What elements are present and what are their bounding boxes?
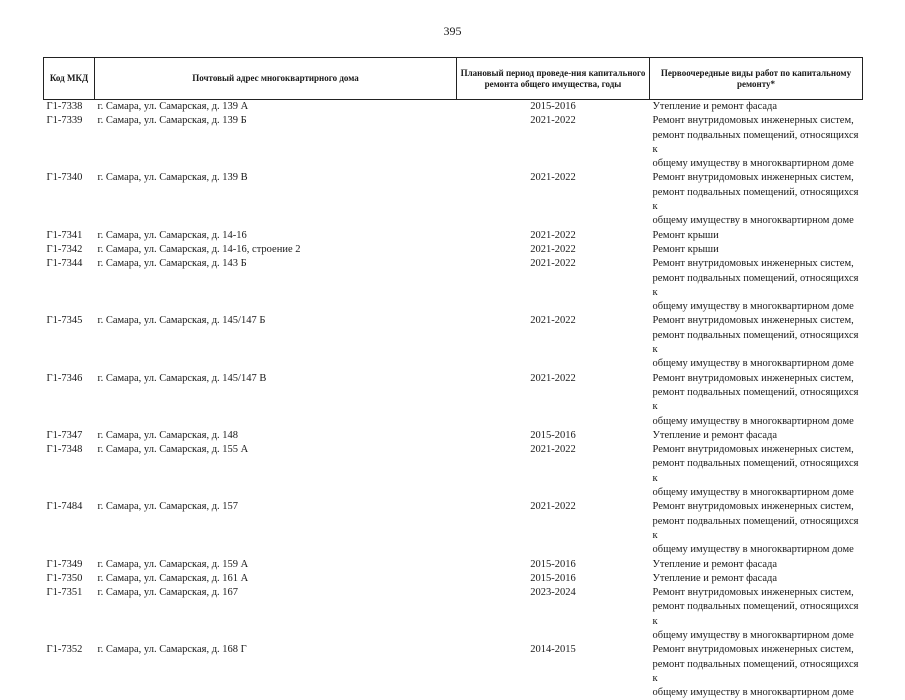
row-period: 2021-2022 xyxy=(457,243,650,257)
row-period: 2021-2022 xyxy=(457,229,650,243)
row-works xyxy=(650,443,863,500)
row-works xyxy=(650,500,863,557)
row-code: Г1-7346 xyxy=(44,372,95,429)
works-line: Утепление и ремонт фасада xyxy=(653,558,860,572)
table-row xyxy=(44,586,863,643)
table-row xyxy=(44,257,863,314)
works-line: Утепление и ремонт фасада xyxy=(653,572,860,586)
table-row xyxy=(44,443,863,500)
row-period: 2015-2016 xyxy=(457,429,650,443)
row-works xyxy=(650,314,863,371)
works-line: ремонт подвальных помещений, относящихся к xyxy=(653,600,860,629)
row-code: Г1-7339 xyxy=(44,114,95,171)
works-line: Ремонт внутридомовых инженерных систем, xyxy=(653,314,860,328)
table-row xyxy=(44,229,863,243)
row-period: 2021-2022 xyxy=(457,314,650,371)
row-address: г. Самара, ул. Самарская, д. 168 Г xyxy=(95,643,457,700)
row-address: г. Самара, ул. Самарская, д. 139 А xyxy=(95,100,457,115)
row-works xyxy=(650,229,863,243)
row-works xyxy=(650,100,863,115)
row-works xyxy=(650,257,863,314)
works-line: Ремонт внутридомовых инженерных систем, xyxy=(653,372,860,386)
row-address: г. Самара, ул. Самарская, д. 145/147 В xyxy=(95,372,457,429)
works-line: Ремонт внутридомовых инженерных систем, xyxy=(653,443,860,457)
row-period: 2015-2016 xyxy=(457,558,650,572)
works-line: общему имуществу в многоквартирном доме xyxy=(653,686,860,700)
row-period: 2014-2015 xyxy=(457,643,650,700)
works-line: Ремонт внутридомовых инженерных систем, xyxy=(653,500,860,514)
row-address: г. Самара, ул. Самарская, д. 14-16, строение 2 xyxy=(95,243,457,257)
capital-repair-table xyxy=(43,57,863,700)
row-address: г. Самара, ул. Самарская, д. 139 В xyxy=(95,171,457,228)
table-row xyxy=(44,643,863,700)
works-line: ремонт подвальных помещений, относящихся к xyxy=(653,186,860,215)
row-code: Г1-7484 xyxy=(44,500,95,557)
works-line: общему имуществу в многоквартирном доме xyxy=(653,543,860,557)
row-period: 2021-2022 xyxy=(457,171,650,228)
table-row xyxy=(44,500,863,557)
row-code: Г1-7347 xyxy=(44,429,95,443)
row-works xyxy=(650,171,863,228)
works-line: Ремонт крыши xyxy=(653,243,860,257)
row-address: г. Самара, ул. Самарская, д. 14-16 xyxy=(95,229,457,243)
row-works xyxy=(650,558,863,572)
row-code: Г1-7350 xyxy=(44,572,95,586)
works-line: ремонт подвальных помещений, относящихся к xyxy=(653,515,860,544)
works-line: общему имуществу в многоквартирном доме xyxy=(653,214,860,228)
row-code: Г1-7351 xyxy=(44,586,95,643)
page-number: 395 xyxy=(0,24,905,39)
table-row xyxy=(44,243,863,257)
table-row xyxy=(44,171,863,228)
row-address: г. Самара, ул. Самарская, д. 145/147 Б xyxy=(95,314,457,371)
header-address: Почтовый адрес многоквартирного дома xyxy=(95,58,457,100)
row-address: г. Самара, ул. Самарская, д. 155 А xyxy=(95,443,457,500)
works-line: Ремонт внутридомовых инженерных систем, xyxy=(653,257,860,271)
row-works xyxy=(650,643,863,700)
table-row xyxy=(44,572,863,586)
row-code: Г1-7349 xyxy=(44,558,95,572)
row-code: Г1-7352 xyxy=(44,643,95,700)
row-address: г. Самара, ул. Самарская, д. 143 Б xyxy=(95,257,457,314)
works-line: общему имуществу в многоквартирном доме xyxy=(653,415,860,429)
row-address: г. Самара, ул. Самарская, д. 139 Б xyxy=(95,114,457,171)
table-row xyxy=(44,100,863,115)
row-period: 2021-2022 xyxy=(457,372,650,429)
works-line: ремонт подвальных помещений, относящихся к xyxy=(653,329,860,358)
works-line: Утепление и ремонт фасада xyxy=(653,429,860,443)
header-works: Первоочередные виды работ по капитальному ремонту* xyxy=(650,58,863,100)
works-line: Ремонт крыши xyxy=(653,229,860,243)
row-period: 2021-2022 xyxy=(457,114,650,171)
row-code: Г1-7341 xyxy=(44,229,95,243)
row-address: г. Самара, ул. Самарская, д. 161 А xyxy=(95,572,457,586)
header-period: Плановый период проведе-ния капитального ремонта общего имущества, годы xyxy=(457,58,650,100)
works-line: общему имуществу в многоквартирном доме xyxy=(653,157,860,171)
table-body xyxy=(44,100,863,700)
row-address: г. Самара, ул. Самарская, д. 157 xyxy=(95,500,457,557)
table-row xyxy=(44,429,863,443)
table-row xyxy=(44,558,863,572)
row-period: 2015-2016 xyxy=(457,100,650,115)
works-line: общему имуществу в многоквартирном доме xyxy=(653,486,860,500)
row-code: Г1-7342 xyxy=(44,243,95,257)
row-works xyxy=(650,114,863,171)
row-period: 2021-2022 xyxy=(457,500,650,557)
row-period: 2021-2022 xyxy=(457,257,650,314)
table-row xyxy=(44,114,863,171)
row-works xyxy=(650,243,863,257)
row-code: Г1-7345 xyxy=(44,314,95,371)
works-line: Ремонт внутридомовых инженерных систем, xyxy=(653,586,860,600)
works-line: ремонт подвальных помещений, относящихся к xyxy=(653,129,860,158)
row-period: 2023-2024 xyxy=(457,586,650,643)
table-header-row xyxy=(44,58,863,100)
table-row xyxy=(44,372,863,429)
row-address: г. Самара, ул. Самарская, д. 148 xyxy=(95,429,457,443)
row-address: г. Самара, ул. Самарская, д. 159 А xyxy=(95,558,457,572)
row-code: Г1-7340 xyxy=(44,171,95,228)
row-address: г. Самара, ул. Самарская, д. 167 xyxy=(95,586,457,643)
works-line: общему имуществу в многоквартирном доме xyxy=(653,357,860,371)
row-code: Г1-7338 xyxy=(44,100,95,115)
row-works xyxy=(650,572,863,586)
table-row xyxy=(44,314,863,371)
works-line: Ремонт внутридомовых инженерных систем, xyxy=(653,643,860,657)
works-line: Ремонт внутридомовых инженерных систем, xyxy=(653,171,860,185)
works-line: ремонт подвальных помещений, относящихся к xyxy=(653,457,860,486)
works-line: ремонт подвальных помещений, относящихся к xyxy=(653,386,860,415)
works-line: общему имуществу в многоквартирном доме xyxy=(653,300,860,314)
works-line: общему имуществу в многоквартирном доме xyxy=(653,629,860,643)
row-period: 2021-2022 xyxy=(457,443,650,500)
row-code: Г1-7348 xyxy=(44,443,95,500)
works-line: ремонт подвальных помещений, относящихся к xyxy=(653,658,860,687)
row-works xyxy=(650,586,863,643)
works-line: ремонт подвальных помещений, относящихся к xyxy=(653,272,860,301)
header-code: Код МКД xyxy=(44,58,95,100)
row-code: Г1-7344 xyxy=(44,257,95,314)
row-works xyxy=(650,372,863,429)
row-works xyxy=(650,429,863,443)
row-period: 2015-2016 xyxy=(457,572,650,586)
works-line: Ремонт внутридомовых инженерных систем, xyxy=(653,114,860,128)
works-line: Утепление и ремонт фасада xyxy=(653,100,860,114)
